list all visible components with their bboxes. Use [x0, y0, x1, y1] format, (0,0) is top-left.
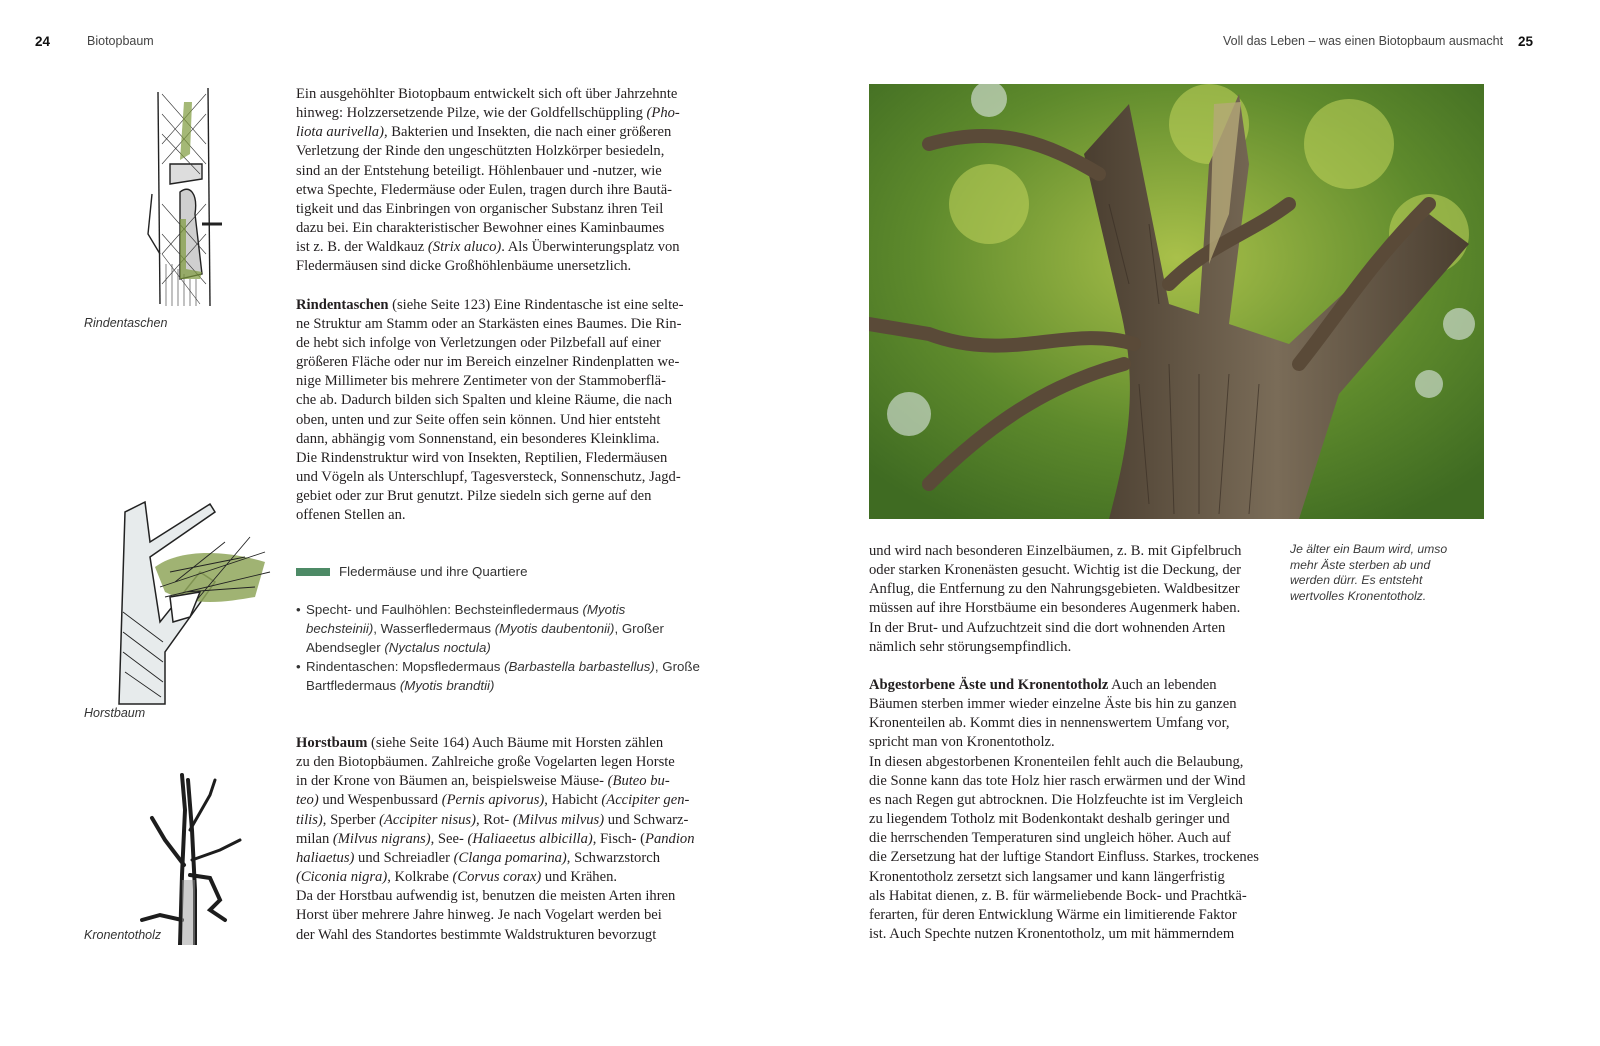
- horstbaum-continuation-paragraph: und wird nach besonderen Einzelbäumen, z. B. mit Gipfelbruch oder starken Kronenästen gesucht. Wichtig ist die Deckung, der Anflug, die Entfernung zu den Nahrungsgebieten. Waldbesitzer müssen auf ihre Horstbäume ein besonderes Augenmerk haben. In der Brut- und Aufzuchtzeit sind die dort wohnenden Arten nämlich sehr störungsempfindlich.: [869, 543, 1242, 655]
- list-item: • Specht- und Faulhöhlen: Bechsteinfledermaus (Myotis bechsteinii), Wasserfledermaus (Myotis daubentonii), Großer Abendsegler (Nyctalus noctula): [296, 600, 706, 657]
- right-text-column: [869, 542, 1279, 944]
- oak-tree-photo: [869, 84, 1484, 519]
- page-number-left: 24: [35, 34, 51, 49]
- photo-caption: Je älter ein Baum wird, umso mehr Äste sterben ab und werden dürr. Es entsteht wertvolles Kronentotholz.: [1290, 542, 1448, 603]
- infobox-title: Fledermäuse und ihre Quartiere: [296, 564, 527, 579]
- kronentotholz-paragraph: Abgestorbene Äste und Kronentotholz Auch an lebenden Bäumen sterben immer wieder einzelne Äste bis hin zu ganzen Kronenteilen ab. Kommt dies in nennenswertem Umfang vor, spricht man von Kronentotholz. In diesen abgestorbenen Kronenteilen fehlt auch die Belaubung, die Sonne kann das tote Holz hier rasch erwärmen und der Wind es nach Regen gut abtrocknen. Die Holzfeuchte ist im Vergleich zu liegendem Totholz mit Bodenkontakt deshalb geringer und die herrschenden Temperaturen sind ungleich höher. Auch auf die Zersetzung hat der luftige Standort Einfluss. Starkes, trockenes Kronentotholz zersetzt sich langsamer und kann längerfristig als Habitat dienen, z. B. für wärmeliebende Bock- und Prachtkä- ferarten, für deren Entwicklung Wärme ein limitierende Faktor ist. Auch Spechte nutzen Kronentotholz, um mit hämmerndem: [869, 676, 1259, 942]
- illustration-caption-rindentaschen: Rindentaschen: [84, 316, 168, 330]
- running-head-right: Voll das Leben – was einen Biotopbaum ausmacht: [1223, 34, 1504, 48]
- rindentaschen-illustration: [140, 84, 230, 312]
- page-number-right: 25: [1518, 34, 1534, 49]
- left-text-column: [296, 85, 706, 525]
- illustration-caption-horstbaum: Horstbaum: [84, 706, 146, 720]
- infobox-list: [296, 600, 706, 695]
- horstbaum-illustration: [105, 492, 275, 706]
- horstbaum-paragraph: Horstbaum (siehe Seite 164) Auch Bäume mit Horsten zählen zu den Biotopbäumen. Zahlreiche große Vogelarten legen Horste in der Krone von Bäumen an, beispielsweise Mäuse- (Buteo bu- teo) und Wespenbussard (Pernis apivorus), Habicht (Accipiter gen- tilis), Sperber (Accipiter nisus), Rot- (Milvus milvus) und Schwarz- milan (Milvus nigrans), See- (Haliaeetus albicilla), Fisch- (Pandion haliaetus) und Schreiadler (Clanga pomarina), Schwarzstorch (Ciconia nigra), Kolkrabe (Corvus corax) und Krähen. Da der Horstbau aufwendig ist, benutzen die meisten Arten ihren Horst über mehrere Jahre hinweg. Je nach Vogelart werden bei der Wahl des Standortes bestimmte Waldstrukturen bevorzugt: [296, 735, 695, 943]
- running-head-left: Biotopbaum: [87, 34, 154, 48]
- rindentaschen-heading: Rindentaschen: [296, 296, 389, 313]
- kronentotholz-heading: Abgestorbene Äste und Kronentotholz: [869, 676, 1109, 693]
- infobox-accent-bar: [296, 568, 330, 576]
- list-item: • Rindentaschen: Mopsfledermaus (Barbastella barbastellus), Große Bartfledermaus (Myotis brandtii): [296, 657, 706, 695]
- rindentaschen-paragraph: Rindentaschen (siehe Seite 123) Eine Rindentasche ist eine selte- ne Struktur am Stamm oder an Starkästen eines Baumes. Die Rin- de hebt sich infolge von Verletzungen oder Pilzbefall auf einer größeren Fläche oder nur im Bereich einzelner Rindenplatten we- nige Millimeter bis mehrere Zentimeter von der Stammoberflä- che ab. Dadurch bilden sich Spalten und kleine Räume, die nach oben, unten und zur Seite offen sein können. Und hier entsteht dann, abhängig vom Sonnenstand, ein besonderes Kleinklima. Die Rindenstruktur wird von Insekten, Reptilien, Fledermäusen und Vögeln als Unterschlupf, Tagesversteck, Sonnenschutz, Jagd- gebiet oder zur Brut genutzt. Pilze siedeln sich gerne auf den offenen Stellen an.: [296, 296, 684, 524]
- kronentotholz-illustration: [140, 770, 250, 945]
- horstbaum-heading: Horstbaum: [296, 735, 368, 751]
- intro-paragraph: Ein ausgehöhlter Biotopbaum entwickelt sich oft über Jahrzehnte hinweg: Holzzersetzende Pilze, wie der Goldfellschüppling (Pho- liota aurivella), Bakterien und Insekten, die nach einer größeren Verletzung der Rinde den ungeschützten Holzkörper besiedeln, sind an der Entstehung beteiligt. Höhlenbauer und -nutzer, wie etwa Spechte, Fledermäuse oder Eulen, tragen durch ihre Bautä- tigkeit und das Einbringen von organischer Substanz ihren Teil dazu bei. Ein charakteristischer Bewohner eines Kaminbaumes ist z. B. der Waldkauz (Strix aluco). Als Überwinterungsplatz von Fledermäusen sind dicke Großhöhlenbäume unersetzlich.: [296, 86, 680, 275]
- illustration-caption-kronentotholz: Kronentotholz: [84, 928, 162, 942]
